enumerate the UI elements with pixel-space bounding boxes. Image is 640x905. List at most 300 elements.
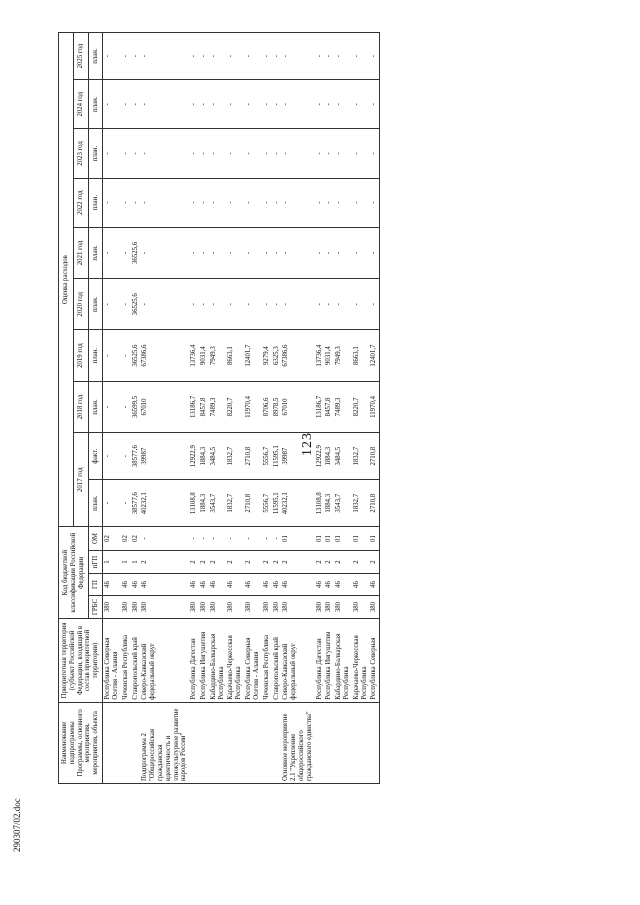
row-name-cell (334, 702, 352, 783)
row-grbs-cell: 380 (352, 595, 370, 619)
row-territory-cell: Республика Северная (369, 619, 379, 702)
row-value-cell: - (121, 279, 131, 330)
header-year: 2019 год (74, 330, 89, 381)
row-value-cell: 67010 (140, 381, 189, 432)
row-pgp-cell: 2 (209, 550, 227, 574)
row-gp-cell: 46 (352, 574, 370, 595)
row-value-cell: 13108,8 (315, 480, 325, 527)
row-grbs-cell: 380 (131, 595, 141, 619)
row-value-cell: - (199, 80, 209, 129)
header-gp: ГП (89, 574, 103, 595)
row-grbs-cell: 380 (121, 595, 131, 619)
row-value-cell: - (103, 227, 121, 278)
row-gp-cell: 46 (103, 574, 121, 595)
row-value-cell: - (272, 178, 282, 227)
row-om-cell: - (199, 527, 209, 551)
table-row (140, 33, 189, 784)
row-om-cell: 01 (369, 527, 379, 551)
header-om: ОМ (89, 527, 103, 551)
row-value-cell: 8457,8 (199, 381, 209, 432)
row-value-cell: - (140, 33, 189, 80)
row-value-cell: - (121, 227, 131, 278)
row-value-cell: 1884,3 (324, 480, 334, 527)
row-value-cell: - (140, 227, 189, 278)
row-value-cell: - (140, 279, 189, 330)
row-value-cell: - (369, 227, 379, 278)
row-om-cell: - (244, 527, 262, 551)
row-grbs-cell: 380 (324, 595, 334, 619)
row-value-cell: - (199, 227, 209, 278)
row-value-cell: - (131, 80, 141, 129)
row-value-cell: - (262, 178, 272, 227)
row-value-cell: 5556,7 (262, 433, 272, 480)
row-value-cell: - (121, 433, 131, 480)
row-gp-cell: 46 (199, 574, 209, 595)
row-value-cell: - (121, 178, 131, 227)
row-om-cell: 01 (334, 527, 352, 551)
row-value-cell: 6325,3 (272, 330, 282, 381)
row-grbs-cell: 380 (189, 595, 199, 619)
row-territory-cell: Чеченская Республика (121, 619, 131, 702)
row-gp-cell: 46 (226, 574, 244, 595)
row-value-cell: - (369, 279, 379, 330)
row-value-cell: - (324, 80, 334, 129)
header-year: 2017 год (74, 433, 89, 527)
row-territory-cell: Северо-Кавказский федеральный округ (140, 619, 189, 702)
row-value-cell: - (121, 381, 131, 432)
row-value-cell: - (140, 178, 189, 227)
row-value-cell: 2710,8 (369, 433, 379, 480)
row-value-cell: - (226, 80, 244, 129)
row-value-cell: - (140, 80, 189, 129)
row-name-cell (262, 702, 272, 783)
table-row (281, 33, 314, 784)
header-estimate: Оценка расходов (59, 33, 74, 527)
row-gp-cell: 46 (131, 574, 141, 595)
row-name-cell (131, 702, 141, 783)
row-value-cell: - (272, 80, 282, 129)
row-value-cell: - (272, 129, 282, 178)
row-om-cell: - (226, 527, 244, 551)
row-value-cell: 67386,6 (281, 330, 314, 381)
row-om-cell: 01 (324, 527, 334, 551)
row-name-cell (226, 702, 244, 783)
row-value-cell: 8457,8 (324, 381, 334, 432)
row-territory-cell: Ставропольский край (131, 619, 141, 702)
header-plan: план. (89, 178, 103, 227)
row-value-cell: - (199, 279, 209, 330)
row-value-cell: - (189, 129, 199, 178)
row-value-cell: 8663,1 (226, 330, 244, 381)
row-value-cell: - (369, 80, 379, 129)
row-pgp-cell: 2 (334, 550, 352, 574)
row-value-cell: - (131, 33, 141, 80)
row-value-cell: - (226, 279, 244, 330)
table-row (244, 33, 262, 784)
row-value-cell: - (121, 80, 131, 129)
row-value-cell: 12401,7 (244, 330, 262, 381)
footer-filename: 290307/02.doc (12, 798, 22, 852)
header-budget-code: Код бюджетной классификации Российской Федерации (59, 527, 89, 619)
row-grbs-cell: 380 (140, 595, 189, 619)
row-value-cell: 12922,9 (189, 433, 199, 480)
row-name-cell (352, 702, 370, 783)
row-grbs-cell: 380 (281, 595, 314, 619)
row-value-cell: 3484,5 (334, 433, 352, 480)
row-gp-cell: 46 (324, 574, 334, 595)
row-value-cell: 3484,5 (209, 433, 227, 480)
table-row (315, 33, 325, 784)
row-value-cell: 67386,6 (140, 330, 189, 381)
row-value-cell: - (334, 178, 352, 227)
row-value-cell: - (324, 33, 334, 80)
row-value-cell: 36525,6 (131, 279, 141, 330)
table-body (103, 33, 380, 784)
row-name-cell (209, 702, 227, 783)
row-territory-cell: Республика Дагестан (315, 619, 325, 702)
row-territory-cell: Чеченская Республика (262, 619, 272, 702)
row-grbs-cell: 380 (262, 595, 272, 619)
row-value-cell: 36525,6 (131, 227, 141, 278)
row-value-cell: 2710,8 (244, 480, 262, 527)
row-om-cell: - (209, 527, 227, 551)
row-value-cell: 11595,1 (272, 480, 282, 527)
row-om-cell: - (262, 527, 272, 551)
row-value-cell: - (209, 178, 227, 227)
row-name-cell (324, 702, 334, 783)
row-value-cell: - (315, 178, 325, 227)
row-grbs-cell: 380 (315, 595, 325, 619)
row-value-cell: - (189, 279, 199, 330)
row-pgp-cell: 2 (140, 550, 189, 574)
row-value-cell: - (262, 227, 272, 278)
row-value-cell: - (209, 80, 227, 129)
row-value-cell: - (121, 129, 131, 178)
row-value-cell: - (315, 80, 325, 129)
row-pgp-cell: 2 (315, 550, 325, 574)
row-value-cell: - (324, 178, 334, 227)
row-value-cell: 13186,7 (315, 381, 325, 432)
row-value-cell: 39987 (281, 433, 314, 480)
row-value-cell: - (226, 227, 244, 278)
row-value-cell: - (334, 129, 352, 178)
row-territory-cell: Карачаево-Черкесская Республика (226, 619, 244, 702)
row-value-cell: - (315, 227, 325, 278)
row-value-cell: - (244, 129, 262, 178)
row-value-cell: - (281, 227, 314, 278)
row-value-cell: 3543,7 (209, 480, 227, 527)
row-grbs-cell: 380 (369, 595, 379, 619)
header-plan: план. (89, 279, 103, 330)
header-name: Наименование подпрограммы Программы, основного мероприятия, мероприятия, объекта (59, 702, 103, 783)
row-name-cell (189, 702, 199, 783)
row-value-cell: 7489,3 (209, 381, 227, 432)
row-territory-cell: Кабардино-Балкарская Республика (209, 619, 227, 702)
table-row (334, 33, 352, 784)
row-name-cell (244, 702, 262, 783)
row-gp-cell: 46 (189, 574, 199, 595)
row-value-cell: - (262, 33, 272, 80)
row-territory-cell: Кабардино-Балкарская Республика (334, 619, 352, 702)
header-plan: план. (89, 129, 103, 178)
row-pgp-cell: 2 (281, 550, 314, 574)
row-value-cell: - (103, 178, 121, 227)
row-value-cell: 67010 (281, 381, 314, 432)
row-value-cell: 8220,7 (352, 381, 370, 432)
row-territory-cell: Республика Дагестан (189, 619, 199, 702)
row-pgp-cell: 2 (272, 550, 282, 574)
header-year: 2025 год (74, 33, 89, 80)
row-value-cell: - (324, 227, 334, 278)
row-value-cell: 3543,7 (334, 480, 352, 527)
table-row (103, 33, 121, 784)
budget-table (58, 32, 380, 784)
row-value-cell: - (315, 129, 325, 178)
row-pgp-cell: 1 (131, 550, 141, 574)
row-name-cell (272, 702, 282, 783)
row-territory-cell: Республика Ингушетия (324, 619, 334, 702)
header-year: 2018 год (74, 381, 89, 432)
row-territory-cell: Республика Северная Осетия - Алания (244, 619, 262, 702)
row-territory-cell: Карачаево-Черкесская Республика (352, 619, 370, 702)
row-gp-cell: 46 (334, 574, 352, 595)
row-name-cell (369, 702, 379, 783)
row-value-cell: - (131, 178, 141, 227)
row-grbs-cell: 380 (334, 595, 352, 619)
row-value-cell: - (324, 279, 334, 330)
header-year: 2022 год (74, 178, 89, 227)
row-value-cell: - (199, 129, 209, 178)
row-grbs-cell: 380 (199, 595, 209, 619)
row-value-cell: 9279,4 (262, 330, 272, 381)
row-value-cell: 11970,4 (244, 381, 262, 432)
row-value-cell: - (244, 178, 262, 227)
row-value-cell: - (189, 33, 199, 80)
row-gp-cell: 46 (262, 574, 272, 595)
row-grbs-cell: 380 (244, 595, 262, 619)
row-value-cell: 8706,6 (262, 381, 272, 432)
row-value-cell: 38577,6 (131, 433, 141, 480)
row-pgp-cell: 1 (121, 550, 131, 574)
row-value-cell: - (272, 279, 282, 330)
row-value-cell: - (226, 33, 244, 80)
row-value-cell: 40232,1 (281, 480, 314, 527)
row-name-cell (121, 702, 131, 783)
row-value-cell: - (262, 279, 272, 330)
row-value-cell: - (352, 33, 370, 80)
header-plan: план. (89, 330, 103, 381)
header-year: 2021 год (74, 227, 89, 278)
row-value-cell: - (103, 33, 121, 80)
row-value-cell: - (352, 129, 370, 178)
row-om-cell: 02 (103, 527, 121, 551)
row-value-cell: 8663,1 (352, 330, 370, 381)
table-row (121, 33, 131, 784)
row-grbs-cell: 380 (272, 595, 282, 619)
row-territory-cell: Республика Северная Осетия - Алания (103, 619, 121, 702)
row-value-cell: - (140, 129, 189, 178)
row-value-cell: - (103, 80, 121, 129)
row-om-cell: 02 (131, 527, 141, 551)
row-value-cell: - (369, 33, 379, 80)
table-row (131, 33, 141, 784)
table-row (352, 33, 370, 784)
row-grbs-cell: 380 (226, 595, 244, 619)
row-value-cell: - (281, 129, 314, 178)
row-name-cell (103, 702, 121, 783)
row-om-cell: - (140, 527, 189, 551)
row-value-cell: - (281, 33, 314, 80)
row-value-cell: 7489,3 (334, 381, 352, 432)
table-header (59, 33, 103, 784)
table-row (272, 33, 282, 784)
row-name-cell: Основное мероприятие 2.1 "Укрепление общероссийского гражданского единства" (281, 702, 314, 783)
row-om-cell: 02 (121, 527, 131, 551)
header-plan: план. (89, 381, 103, 432)
header-plan: план. (89, 480, 103, 527)
header-year: 2023 год (74, 129, 89, 178)
row-value-cell: - (334, 279, 352, 330)
row-value-cell: - (103, 381, 121, 432)
row-value-cell: - (315, 279, 325, 330)
header-plan: план. (89, 227, 103, 278)
row-value-cell: 7949,3 (209, 330, 227, 381)
row-pgp-cell: 2 (244, 550, 262, 574)
row-value-cell: - (369, 178, 379, 227)
row-value-cell: - (315, 33, 325, 80)
row-value-cell: - (103, 330, 121, 381)
row-om-cell: - (272, 527, 282, 551)
row-value-cell: - (352, 80, 370, 129)
row-gp-cell: 46 (209, 574, 227, 595)
row-value-cell: - (103, 279, 121, 330)
row-name-cell (199, 702, 209, 783)
row-pgp-cell: 1 (103, 550, 121, 574)
row-value-cell: - (262, 129, 272, 178)
row-gp-cell: 46 (272, 574, 282, 595)
row-value-cell: - (209, 33, 227, 80)
row-value-cell: - (121, 480, 131, 527)
row-value-cell: - (189, 227, 199, 278)
row-grbs-cell: 380 (209, 595, 227, 619)
row-value-cell: 9031,4 (324, 330, 334, 381)
row-value-cell: 38577,6 (131, 480, 141, 527)
row-value-cell: 5556,7 (262, 480, 272, 527)
row-value-cell: 11970,4 (369, 381, 379, 432)
row-value-cell: - (352, 227, 370, 278)
row-value-cell: - (244, 227, 262, 278)
table-row (324, 33, 334, 784)
row-gp-cell: 46 (281, 574, 314, 595)
row-value-cell: - (272, 33, 282, 80)
row-value-cell: - (103, 480, 121, 527)
header-year: 2024 год (74, 80, 89, 129)
row-pgp-cell: 2 (352, 550, 370, 574)
header-pgp: пГП (89, 550, 103, 574)
row-value-cell: - (244, 33, 262, 80)
table-row (209, 33, 227, 784)
row-territory-cell: Северо-Кавказский федеральный округ (281, 619, 314, 702)
row-value-cell: - (226, 178, 244, 227)
row-value-cell: 1832,7 (226, 480, 244, 527)
header-year: 2020 год (74, 279, 89, 330)
row-pgp-cell: 2 (369, 550, 379, 574)
row-om-cell: 01 (352, 527, 370, 551)
row-value-cell: 1832,7 (352, 480, 370, 527)
row-grbs-cell: 380 (103, 595, 121, 619)
row-value-cell: 11595,1 (272, 433, 282, 480)
row-value-cell: 13736,4 (189, 330, 199, 381)
row-value-cell: - (262, 80, 272, 129)
row-value-cell: 9031,4 (199, 330, 209, 381)
row-value-cell: 13108,8 (189, 480, 199, 527)
table-row (369, 33, 379, 784)
row-value-cell: - (369, 129, 379, 178)
header-plan: план. (89, 33, 103, 80)
row-value-cell: 1884,3 (199, 433, 209, 480)
row-value-cell: - (226, 129, 244, 178)
page-number: 123 (300, 432, 315, 456)
row-gp-cell: 46 (315, 574, 325, 595)
row-value-cell: - (103, 129, 121, 178)
row-value-cell: - (272, 227, 282, 278)
row-value-cell: - (244, 279, 262, 330)
row-value-cell: - (324, 129, 334, 178)
row-territory-cell: Республика Ингушетия (199, 619, 209, 702)
table-row (189, 33, 199, 784)
row-value-cell: - (334, 80, 352, 129)
row-value-cell: - (189, 80, 199, 129)
row-value-cell: - (103, 433, 121, 480)
row-value-cell: - (209, 279, 227, 330)
row-name-cell: Подпрограмма 2 "Общероссийская гражданская идентичность и этнокультурное развитие народов России" (140, 702, 189, 783)
row-territory-cell: Ставропольский край (272, 619, 282, 702)
row-value-cell: 12401,7 (369, 330, 379, 381)
row-gp-cell: 46 (369, 574, 379, 595)
row-value-cell: 1832,7 (226, 433, 244, 480)
row-gp-cell: 46 (244, 574, 262, 595)
table-row (262, 33, 272, 784)
row-value-cell: - (352, 279, 370, 330)
row-value-cell: - (209, 227, 227, 278)
row-value-cell: - (121, 330, 131, 381)
row-value-cell: - (209, 129, 227, 178)
row-value-cell: - (281, 80, 314, 129)
row-value-cell: - (121, 33, 131, 80)
rotated-table-area (58, 32, 580, 784)
row-om-cell: 01 (281, 527, 314, 551)
row-pgp-cell: 2 (324, 550, 334, 574)
row-pgp-cell: 2 (262, 550, 272, 574)
row-gp-cell: 46 (140, 574, 189, 595)
row-pgp-cell: 2 (226, 550, 244, 574)
row-value-cell: 1884,3 (324, 433, 334, 480)
header-grbs: ГРБС (89, 595, 103, 619)
row-gp-cell: 46 (121, 574, 131, 595)
table-row (199, 33, 209, 784)
row-value-cell: 1832,7 (352, 433, 370, 480)
row-value-cell: 8978,5 (272, 381, 282, 432)
header-fact: факт. (89, 433, 103, 480)
row-value-cell: 36525,6 (131, 330, 141, 381)
row-value-cell: - (334, 33, 352, 80)
row-name-cell (315, 702, 325, 783)
row-om-cell: 01 (315, 527, 325, 551)
row-value-cell: 13736,4 (315, 330, 325, 381)
row-value-cell: 1884,3 (199, 480, 209, 527)
row-value-cell: - (352, 178, 370, 227)
row-value-cell: - (244, 80, 262, 129)
